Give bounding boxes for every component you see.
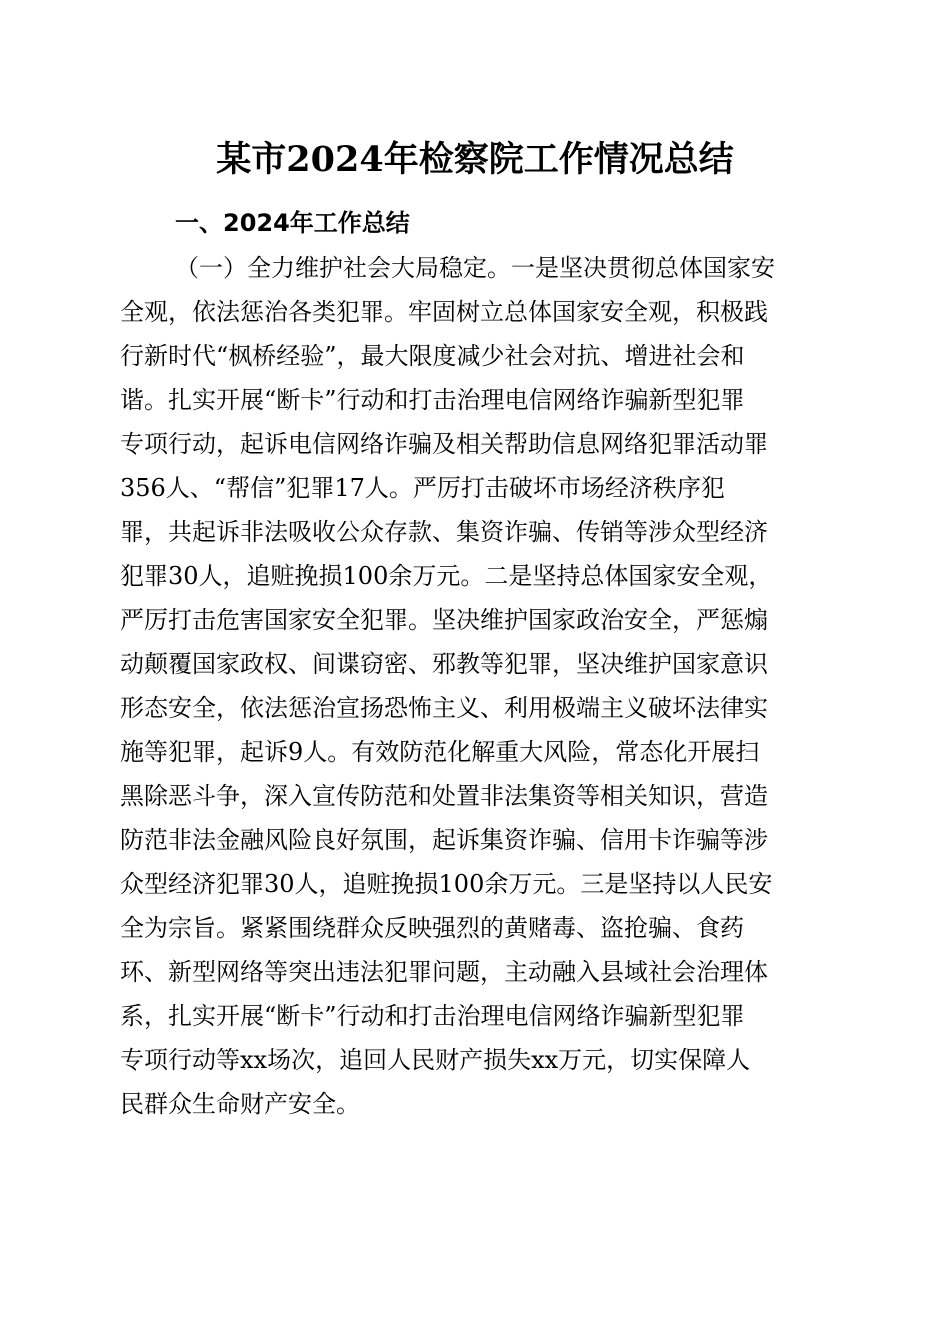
paragraph-line: 犯罪30人，追赃挽损100余万元。二是坚持总体国家安全观， <box>120 562 773 590</box>
paragraph-line: 施等犯罪，起诉9人。有效防范化解重大风险，常态化开展扫 <box>120 738 760 766</box>
paragraph-line: 防范非法金融风险良好氛围，起诉集资诈骗、信用卡诈骗等涉 <box>120 826 768 854</box>
paragraph-line: 全观，依法惩治各类犯罪。牢固树立总体国家安全观，积极践 <box>120 298 768 326</box>
paragraph-line: 行新时代“枫桥经验”，最大限度减少社会对抗、增进社会和 <box>120 342 745 370</box>
paragraph-line: （一）全力维护社会大局稳定。一是坚决贯彻总体国家安 <box>175 254 775 282</box>
paragraph-line: 形态安全，依法惩治宣扬恐怖主义、利用极端主义破坏法律实 <box>120 694 768 722</box>
paragraph-line: 民群众生命财产安全。 <box>120 1090 360 1118</box>
paragraph-line: 动颠覆国家政权、间谍窃密、邪教等犯罪，坚决维护国家意识 <box>120 650 768 678</box>
paragraph-line: 专项行动等xx场次，追回人民财产损失xx万元，切实保障人 <box>120 1046 751 1074</box>
paragraph-line: 谐。扎实开展“断卡”行动和打击治理电信网络诈骗新型犯罪 <box>120 386 745 414</box>
paragraph-line: 罪，共起诉非法吸收公众存款、集资诈骗、传销等涉众型经济 <box>120 518 768 546</box>
paragraph-line: 356人、“帮信”犯罪17人。严厉打击破坏市场经济秩序犯 <box>120 474 725 502</box>
paragraph-line: 全为宗旨。紧紧围绕群众反映强烈的黄赌毒、盗抢骗、食药 <box>120 914 744 942</box>
section-heading: 一、2024年工作总结 <box>175 209 410 237</box>
paragraph-line: 系，扎实开展“断卡”行动和打击治理电信网络诈骗新型犯罪 <box>120 1002 745 1030</box>
document-title: 某市2024年检察院工作情况总结 <box>216 139 734 180</box>
paragraph-line: 黑除恶斗争，深入宣传防范和处置非法集资等相关知识，营造 <box>120 782 768 810</box>
paragraph-line: 专项行动，起诉电信网络诈骗及相关帮助信息网络犯罪活动罪 <box>120 430 768 458</box>
paragraph-line: 环、新型网络等突出违法犯罪问题，主动融入县域社会治理体 <box>120 958 768 986</box>
paragraph-line: 众型经济犯罪30人，追赃挽损100余万元。三是坚持以人民安 <box>120 870 773 898</box>
paragraph-line: 严厉打击危害国家安全犯罪。坚决维护国家政治安全，严惩煽 <box>120 606 768 634</box>
